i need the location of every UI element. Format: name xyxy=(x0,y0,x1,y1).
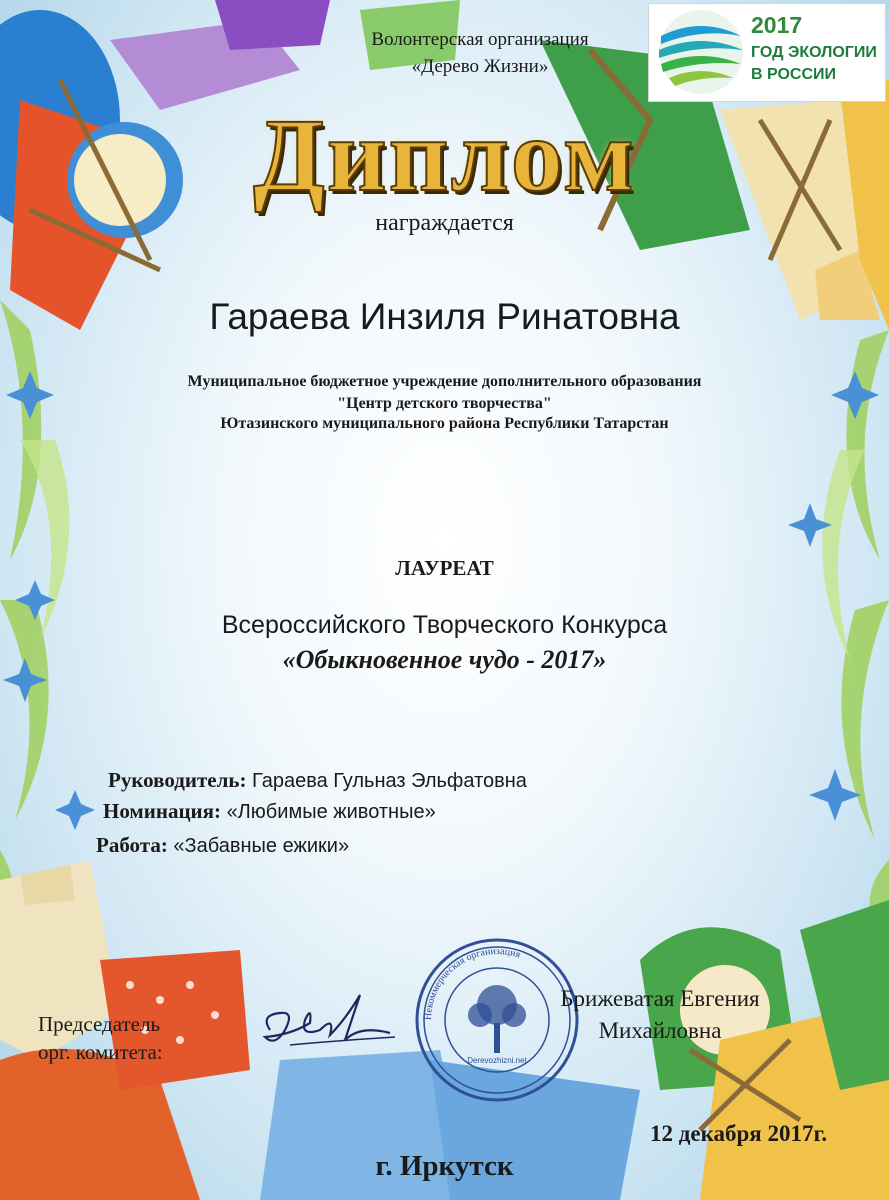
ecology-line-2: В РОССИИ xyxy=(751,66,837,83)
signer-line-2: Михайловна xyxy=(598,1018,722,1043)
detail-label: Руководитель: xyxy=(108,768,247,792)
institution-line-2: "Центр детского творчества" xyxy=(337,395,552,412)
stamp-site: Derevozhizni.net xyxy=(467,1056,527,1065)
signer-line-1: Брижеватая Евгения xyxy=(560,986,760,1011)
recipient-name: Гараева Инзиля Ринатовна xyxy=(209,296,680,337)
cornflower-icons xyxy=(3,371,879,830)
organizer-block xyxy=(300,26,660,80)
signer-name xyxy=(535,983,785,1047)
ecology-year: 2017 xyxy=(751,12,803,38)
handwritten-signature xyxy=(250,975,400,1065)
detail-value: «Забавные ежики» xyxy=(173,835,350,857)
institution-line-1: Муниципальное бюджетное учреждение дополнительного образования xyxy=(187,373,702,390)
organizer-line-2: «Дерево Жизни» xyxy=(411,56,549,77)
chairman-label-line-1: Председатель xyxy=(38,1012,161,1036)
detail-row-nomination xyxy=(103,799,436,824)
issue-city: г. Иркутск xyxy=(375,1150,514,1182)
contest-name: «Обыкновенное чудо - 2017» xyxy=(282,645,607,674)
stamp-outer-text: Некоммерческая организация xyxy=(422,945,522,1021)
award-status: ЛАУРЕАТ xyxy=(395,556,494,580)
awarded-label: награждается xyxy=(375,210,514,236)
ecology-globe-icon xyxy=(653,6,749,98)
chairman-label xyxy=(38,1010,238,1066)
detail-value: Гараева Гульназ Эльфатовна xyxy=(252,770,527,792)
detail-value: «Любимые животные» xyxy=(226,801,436,823)
organizer-line-1: Волонтерская организация xyxy=(371,29,589,50)
diploma-title: Диплом xyxy=(253,98,636,213)
ecology-line-1: ГОД ЭКОЛОГИИ xyxy=(751,44,877,61)
institution-line-3: Ютазинского муниципального района Республики Татарстан xyxy=(220,415,669,432)
chairman-label-line-2: орг. комитета: xyxy=(38,1040,163,1064)
ecology-year-logo xyxy=(648,3,886,102)
detail-row-supervisor xyxy=(108,768,527,793)
detail-row-work xyxy=(96,833,349,858)
contest-line: Всероссийского Творческого Конкурса xyxy=(221,611,668,639)
issue-date: 12 декабря 2017г. xyxy=(650,1121,828,1146)
detail-label: Работа: xyxy=(96,833,168,857)
detail-label: Номинация: xyxy=(103,799,221,823)
